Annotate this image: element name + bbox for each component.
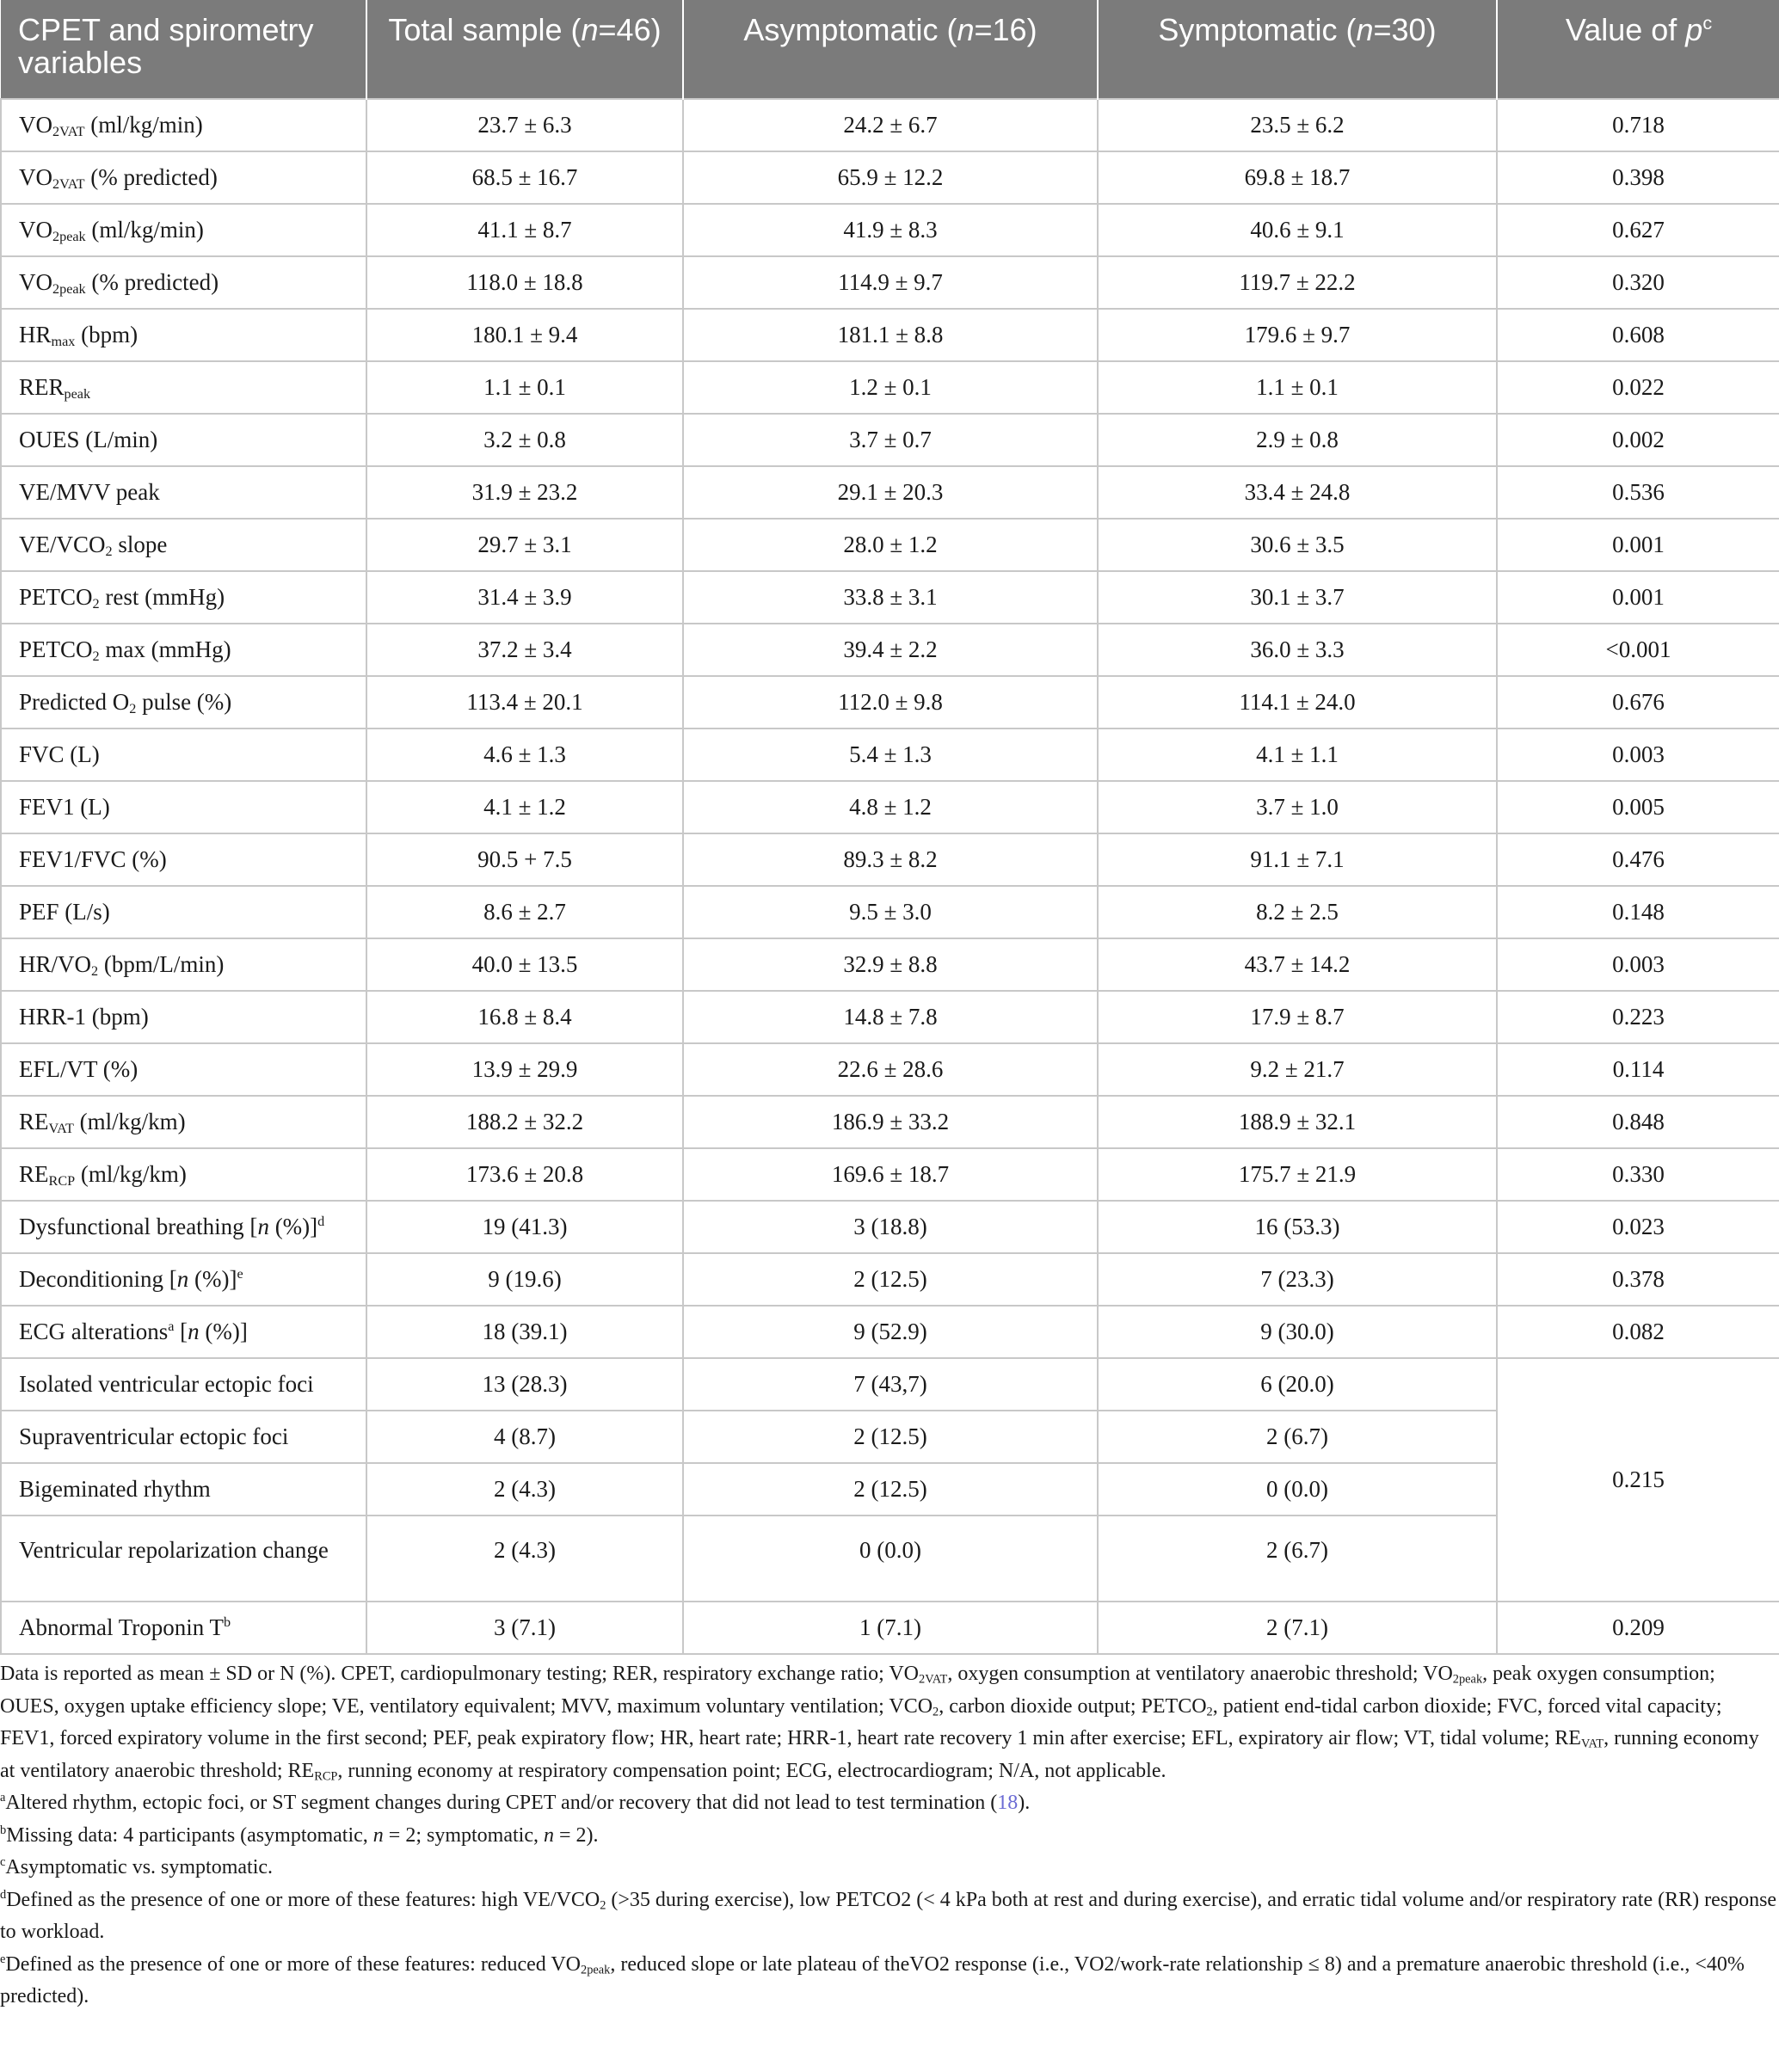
header-p-value: Value of $p^c$ — [1497, 0, 1779, 99]
cell-symptomatic: 91.1 ± 7.1 — [1098, 833, 1497, 886]
cell-p-value: 0.003 — [1497, 938, 1779, 991]
cell-total: 4.1 ± 1.2 — [366, 781, 683, 833]
cell-asymptomatic: 114.9 ± 9.7 — [683, 256, 1098, 309]
cell-total: 31.9 ± 23.2 — [366, 466, 683, 519]
cell-symptomatic: 1.1 ± 0.1 — [1098, 361, 1497, 414]
cell-symptomatic: 40.6 ± 9.1 — [1098, 204, 1497, 256]
cell-p-value: 0.536 — [1497, 466, 1779, 519]
cell-total: 180.1 ± 9.4 — [366, 309, 683, 361]
cell-p-value: 0.114 — [1497, 1043, 1779, 1096]
cell-symptomatic: 36.0 ± 3.3 — [1098, 624, 1497, 676]
footnote-d: $^d$Defined as the presence of one or more of these features: high $VE/VCO_2$ (>35 during exercise), low PETCO2 (< 4 kPa both at rest and during exercise), and erratic tidal volume and/or respiratory rate (RR) response to workload. — [0, 1887, 1777, 1943]
row-label: $RE_{RCP}$ (ml/kg/km) — [1, 1148, 366, 1201]
footnote-b: $^b$Missing data: 4 participants (asymptomatic, n = 2; symptomatic, n = 2). — [0, 1823, 599, 1847]
table-row — [1, 414, 1779, 466]
row-label: $PETCO_2$ rest (mmHg) — [1, 571, 366, 624]
cell-p-value: 0.003 — [1497, 729, 1779, 781]
table-row — [1, 991, 1779, 1043]
cell-symptomatic: 0 (0.0) — [1098, 1463, 1497, 1516]
cell-asymptomatic: 2 (12.5) — [683, 1411, 1098, 1463]
cell-asymptomatic: 7 (43,7) — [683, 1358, 1098, 1411]
row-label: $VO_{2VAT}$ (ml/kg/min) — [1, 99, 366, 151]
cell-total: 4.6 ± 1.3 — [366, 729, 683, 781]
cell-p-value: 0.676 — [1497, 676, 1779, 729]
cell-p-value: 0.476 — [1497, 833, 1779, 886]
cell-total: 188.2 ± 32.2 — [366, 1096, 683, 1148]
cell-total: 16.8 ± 8.4 — [366, 991, 683, 1043]
cell-asymptomatic: 1.2 ± 0.1 — [683, 361, 1098, 414]
cell-symptomatic: 3.7 ± 1.0 — [1098, 781, 1497, 833]
cell-p-value: 0.378 — [1497, 1253, 1779, 1306]
cell-asymptomatic: 9 (52.9) — [683, 1306, 1098, 1358]
cell-p-value-merged: 0.215 — [1497, 1358, 1779, 1602]
cell-asymptomatic: 0 (0.0) — [683, 1516, 1098, 1602]
row-label: HRR-1 (bpm) — [1, 991, 366, 1043]
row-label: $RER_{peak}$ — [1, 361, 366, 414]
row-label: $VO_{2peak}$ (% predicted) — [1, 256, 366, 309]
cell-total: 23.7 ± 6.3 — [366, 99, 683, 151]
row-label: EFL/VT (%) — [1, 1043, 366, 1096]
table-row — [1, 256, 1779, 309]
cell-total: 19 (41.3) — [366, 1201, 683, 1253]
cell-symptomatic: 2 (7.1) — [1098, 1602, 1497, 1654]
cell-symptomatic: 119.7 ± 22.2 — [1098, 256, 1497, 309]
row-label: VE/MVV peak — [1, 466, 366, 519]
cell-total: 13 (28.3) — [366, 1358, 683, 1411]
cell-symptomatic: 188.9 ± 32.1 — [1098, 1096, 1497, 1148]
cell-total: 118.0 ± 18.8 — [366, 256, 683, 309]
cell-p-value: 0.848 — [1497, 1096, 1779, 1148]
header-total-sample: Total sample (n=46) — [366, 0, 683, 99]
table-row — [1, 1358, 1779, 1411]
row-label: $VO_{2peak}$ (ml/kg/min) — [1, 204, 366, 256]
table-row — [1, 781, 1779, 833]
cell-p-value: 0.718 — [1497, 99, 1779, 151]
header-symptomatic: Symptomatic (n=30) — [1098, 0, 1497, 99]
cell-p-value: 0.082 — [1497, 1306, 1779, 1358]
cell-symptomatic: 30.6 ± 3.5 — [1098, 519, 1497, 571]
cell-asymptomatic: 32.9 ± 8.8 — [683, 938, 1098, 991]
cell-asymptomatic: 181.1 ± 8.8 — [683, 309, 1098, 361]
cell-asymptomatic: 3.7 ± 0.7 — [683, 414, 1098, 466]
table-row — [1, 204, 1779, 256]
cell-total: 68.5 ± 16.7 — [366, 151, 683, 204]
row-label: Abnormal Troponin $T^b$ — [1, 1602, 366, 1654]
cell-asymptomatic: 39.4 ± 2.2 — [683, 624, 1098, 676]
footnote-a: $^a$Altered rhythm, ectopic foci, or ST segment changes during CPET and/or recovery that did not lead to test termination (18). — [0, 1791, 1031, 1814]
cell-symptomatic: 4.1 ± 1.1 — [1098, 729, 1497, 781]
cell-symptomatic: 8.2 ± 2.5 — [1098, 886, 1497, 938]
reference-link[interactable]: 18 — [997, 1792, 1019, 1814]
cell-total: 29.7 ± 3.1 — [366, 519, 683, 571]
cell-asymptomatic: 5.4 ± 1.3 — [683, 729, 1098, 781]
cell-p-value: 0.148 — [1497, 886, 1779, 938]
table-row — [1, 1253, 1779, 1306]
cell-asymptomatic: 24.2 ± 6.7 — [683, 99, 1098, 151]
row-label: FEV1/FVC (%) — [1, 833, 366, 886]
table-row — [1, 571, 1779, 624]
cell-symptomatic: 69.8 ± 18.7 — [1098, 151, 1497, 204]
row-label: Isolated ventricular ectopic foci — [1, 1358, 366, 1411]
row-label: $PETCO_2$ max (mmHg) — [1, 624, 366, 676]
cell-total: 13.9 ± 29.9 — [366, 1043, 683, 1096]
table-row — [1, 1096, 1779, 1148]
cell-asymptomatic: 14.8 ± 7.8 — [683, 991, 1098, 1043]
cell-p-value: 0.223 — [1497, 991, 1779, 1043]
table-row — [1, 676, 1779, 729]
table-row — [1, 519, 1779, 571]
row-label: PEF (L/s) — [1, 886, 366, 938]
table-row — [1, 151, 1779, 204]
cell-symptomatic: 33.4 ± 24.8 — [1098, 466, 1497, 519]
cell-asymptomatic: 186.9 ± 33.2 — [683, 1096, 1098, 1148]
cell-symptomatic: 175.7 ± 21.9 — [1098, 1148, 1497, 1201]
footnote-abbreviations: Data is reported as mean ± SD or N (%). CPET, cardiopulmonary testing; RER, respiratory exchange ratio; $VO_{2VAT}$, oxygen consumption at ventilatory anaerobic threshold; $VO_{2peak}$, peak oxygen consumption; OUES, oxygen uptake efficiency slope; VE, ventilatory equivalent; MVV, maximum voluntary ventilation; $VCO_2$, carbon dioxide output; $PETCO_2$, patient end-tidal carbon dioxide; FVC, forced vital capacity; FEV1, forced expiratory volume in the first second; PEF, peak expiratory flow; HR, heart rate; HRR-1, heart rate recovery 1 min after exercise; EFL, expiratory air flow; VT, tidal volume; $RE_{VAT}$, running economy at ventilatory anaerobic threshold; $RE_{RCP}$, running economy at respiratory compensation point; ECG, electrocardiogram; N/A, not applicable. — [0, 1663, 1759, 1784]
cell-total: 173.6 ± 20.8 — [366, 1148, 683, 1201]
header-variables: CPET and spirometry variables — [1, 0, 366, 99]
row-label: ECG alterations$^a$ [n (%)] — [1, 1306, 366, 1358]
cell-total: 113.4 ± 20.1 — [366, 676, 683, 729]
table-row — [1, 1043, 1779, 1096]
cell-asymptomatic: 41.9 ± 8.3 — [683, 204, 1098, 256]
cell-p-value: 0.209 — [1497, 1602, 1779, 1654]
cell-total: 4 (8.7) — [366, 1411, 683, 1463]
header-asymptomatic: Asymptomatic (n=16) — [683, 0, 1098, 99]
cell-asymptomatic: 9.5 ± 3.0 — [683, 886, 1098, 938]
cell-total: 31.4 ± 3.9 — [366, 571, 683, 624]
cell-total: 8.6 ± 2.7 — [366, 886, 683, 938]
row-label: OUES (L/min) — [1, 414, 366, 466]
cell-asymptomatic: 22.6 ± 28.6 — [683, 1043, 1098, 1096]
cell-total: 2 (4.3) — [366, 1463, 683, 1516]
cell-asymptomatic: 2 (12.5) — [683, 1463, 1098, 1516]
table-row — [1, 886, 1779, 938]
cell-symptomatic: 114.1 ± 24.0 — [1098, 676, 1497, 729]
footnote-e: $^e$Defined as the presence of one or more of these features: reduced $VO_{2peak}$, reduced slope or late plateau of theVO2 response (i.e., VO2/work-rate relationship ≤ 8) and a premature anaerobic threshold (i.e., <40% predicted). — [0, 1952, 1745, 2007]
row-label: Ventricular repolarization change — [1, 1516, 366, 1602]
cell-symptomatic: 7 (23.3) — [1098, 1253, 1497, 1306]
cell-p-value: 0.022 — [1497, 361, 1779, 414]
cell-symptomatic: 30.1 ± 3.7 — [1098, 571, 1497, 624]
table-row — [1, 1602, 1779, 1654]
row-label: $VE/VCO_2$ slope — [1, 519, 366, 571]
cell-p-value: <0.001 — [1497, 624, 1779, 676]
cell-asymptomatic: 4.8 ± 1.2 — [683, 781, 1098, 833]
cell-p-value: 0.330 — [1497, 1148, 1779, 1201]
cell-symptomatic: 23.5 ± 6.2 — [1098, 99, 1497, 151]
cell-asymptomatic: 2 (12.5) — [683, 1253, 1098, 1306]
cell-p-value: 0.398 — [1497, 151, 1779, 204]
header-row — [1, 0, 1779, 99]
cell-asymptomatic: 89.3 ± 8.2 — [683, 833, 1098, 886]
cell-asymptomatic: 112.0 ± 9.8 — [683, 676, 1098, 729]
cell-symptomatic: 6 (20.0) — [1098, 1358, 1497, 1411]
cell-symptomatic: 2 (6.7) — [1098, 1411, 1497, 1463]
cell-total: 2 (4.3) — [366, 1516, 683, 1602]
table-footnotes — [0, 1655, 1779, 2014]
table-row — [1, 1148, 1779, 1201]
table-row — [1, 309, 1779, 361]
cell-total: 40.0 ± 13.5 — [366, 938, 683, 991]
table-row — [1, 361, 1779, 414]
cell-total: 37.2 ± 3.4 — [366, 624, 683, 676]
cell-asymptomatic: 29.1 ± 20.3 — [683, 466, 1098, 519]
table-row — [1, 99, 1779, 151]
row-label: Supraventricular ectopic foci — [1, 1411, 366, 1463]
row-label: Dysfunctional breathing [n (%)]$^d$ — [1, 1201, 366, 1253]
cell-total: 90.5 + 7.5 — [366, 833, 683, 886]
table-row — [1, 1306, 1779, 1358]
row-label: $VO_{2VAT}$ (% predicted) — [1, 151, 366, 204]
cell-p-value: 0.005 — [1497, 781, 1779, 833]
cell-symptomatic: 2 (6.7) — [1098, 1516, 1497, 1602]
table-row — [1, 729, 1779, 781]
cell-symptomatic: 17.9 ± 8.7 — [1098, 991, 1497, 1043]
table-row — [1, 624, 1779, 676]
cell-p-value: 0.608 — [1497, 309, 1779, 361]
cell-total: 3.2 ± 0.8 — [366, 414, 683, 466]
table-row — [1, 1201, 1779, 1253]
row-label: FVC (L) — [1, 729, 366, 781]
cell-asymptomatic: 33.8 ± 3.1 — [683, 571, 1098, 624]
cell-p-value: 0.023 — [1497, 1201, 1779, 1253]
footnote-c: $^c$Asymptomatic vs. symptomatic. — [0, 1855, 274, 1878]
cell-asymptomatic: 65.9 ± 12.2 — [683, 151, 1098, 204]
cell-symptomatic: 9 (30.0) — [1098, 1306, 1497, 1358]
cell-p-value: 0.001 — [1497, 571, 1779, 624]
cell-symptomatic: 179.6 ± 9.7 — [1098, 309, 1497, 361]
row-label: $HR_{max}$ (bpm) — [1, 309, 366, 361]
cell-total: 3 (7.1) — [366, 1602, 683, 1654]
row-label: FEV1 (L) — [1, 781, 366, 833]
cell-p-value: 0.002 — [1497, 414, 1779, 466]
cell-symptomatic: 9.2 ± 21.7 — [1098, 1043, 1497, 1096]
table-row — [1, 466, 1779, 519]
cell-total: 18 (39.1) — [366, 1306, 683, 1358]
cell-asymptomatic: 28.0 ± 1.2 — [683, 519, 1098, 571]
cell-asymptomatic: 3 (18.8) — [683, 1201, 1098, 1253]
cell-symptomatic: 43.7 ± 14.2 — [1098, 938, 1497, 991]
row-label: Deconditioning [n (%)]$^e$ — [1, 1253, 366, 1306]
cell-p-value: 0.627 — [1497, 204, 1779, 256]
cell-total: 41.1 ± 8.7 — [366, 204, 683, 256]
cell-asymptomatic: 169.6 ± 18.7 — [683, 1148, 1098, 1201]
cell-asymptomatic: 1 (7.1) — [683, 1602, 1098, 1654]
row-label: $HR/VO_2$ (bpm/L/min) — [1, 938, 366, 991]
table-row — [1, 938, 1779, 991]
row-label: Predicted $O_2$ pulse (%) — [1, 676, 366, 729]
table-row — [1, 833, 1779, 886]
cell-symptomatic: 2.9 ± 0.8 — [1098, 414, 1497, 466]
cell-symptomatic: 16 (53.3) — [1098, 1201, 1497, 1253]
cell-total: 9 (19.6) — [366, 1253, 683, 1306]
row-label: Bigeminated rhythm — [1, 1463, 366, 1516]
cell-p-value: 0.320 — [1497, 256, 1779, 309]
row-label: $RE_{VAT}$ (ml/kg/km) — [1, 1096, 366, 1148]
cell-total: 1.1 ± 0.1 — [366, 361, 683, 414]
cell-p-value: 0.001 — [1497, 519, 1779, 571]
